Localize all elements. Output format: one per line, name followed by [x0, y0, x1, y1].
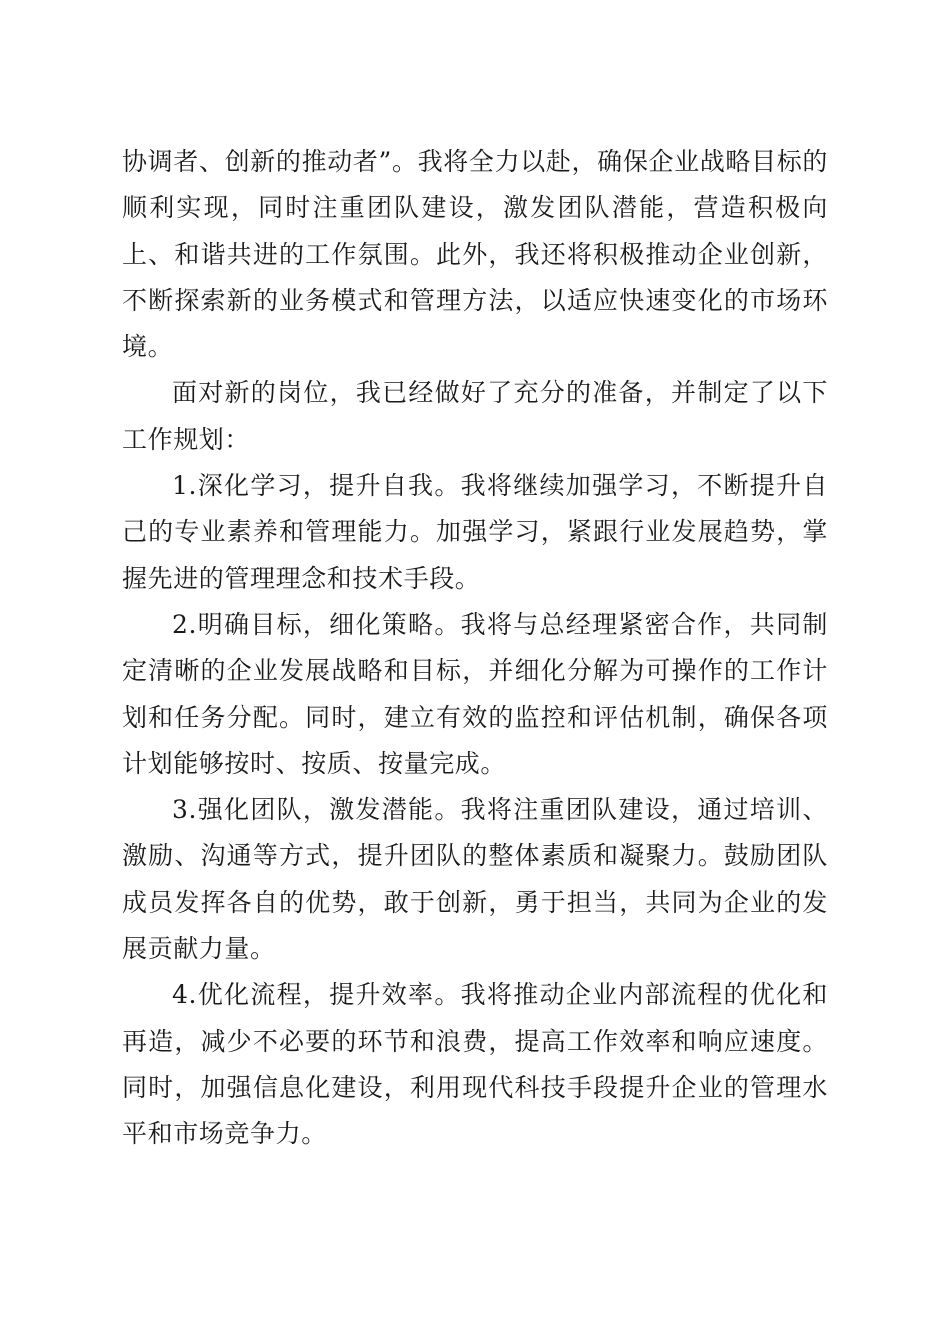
paragraph-continuation: 协调者、创新的推动者”。我将全力以赴，确保企业战略目标的顺利实现，同时注重团队建设，激发团队潜能，营造积极向上、和谐共进的工作氛围。此外，我还将积极推动企业创新，不断探索新的业务模式和管理方法，以适应快速变化的市场环境。 [122, 147, 828, 362]
paragraph-plan-item-3: 3.强化团队，激发潜能。我将注重团队建设，通过培训、激励、沟通等方式，提升团队的整体素质和凝聚力。鼓励团队成员发挥各自的优势，敢于创新，勇于担当，共同为企业的发展贡献力量。 [122, 795, 828, 964]
paragraph-work-plan-intro: 面对新的岗位，我已经做好了充分的准备，并制定了以下工作规划： [122, 378, 828, 454]
document-body [122, 139, 828, 1158]
paragraph-plan-item-2: 2.明确目标，细化策略。我将与总经理紧密合作，共同制定清晰的企业发展战略和目标，并细化分解为可操作的工作计划和任务分配。同时，建立有效的监控和评估机制，确保各项计划能够按时、按质、按量完成。 [122, 609, 828, 778]
paragraph-plan-item-1: 1.深化学习，提升自我。我将继续加强学习，不断提升自己的专业素养和管理能力。加强学习，紧跟行业发展趋势，掌握先进的管理理念和技术手段。 [122, 471, 828, 593]
paragraph-plan-item-4: 4.优化流程，提升效率。我将推动企业内部流程的优化和再造，减少不必要的环节和浪费，提高工作效率和响应速度。同时，加强信息化建设，利用现代科技手段提升企业的管理水平和市场竞争力。 [122, 980, 828, 1149]
